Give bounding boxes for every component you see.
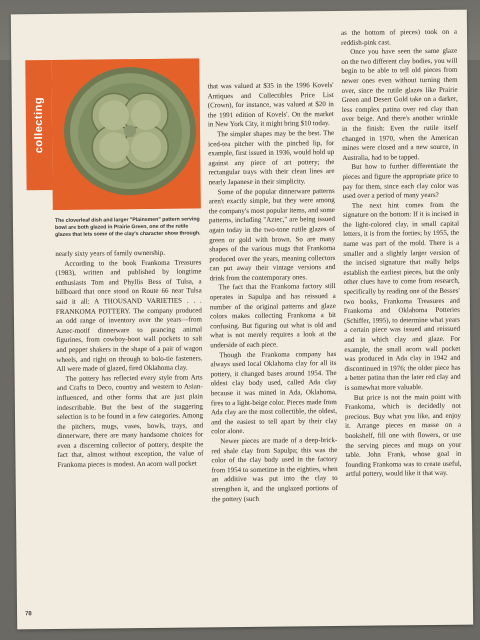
paragraph: Newer pieces are made of a deep-brick-red shale clay from Sapulpa; this was the color of the clay body used in the factory from 1954 to sometime in the eighties, when an additive was put into the clay to strengthen it, and the unglazed portions of the pottery (such <box>211 435 338 503</box>
article-column-2 <box>208 81 338 504</box>
paragraph: But price is not the main point with Frankoma, which is decidedly not precious. Buy what you like, and enjoy it. Arrange pieces en masse on a bookshelf, fill one with flowers, or use the serving pieces and mugs on your table. John Frank, whose goal in founding Frankoma was to create useful, artful pottery, would like it that way. <box>344 392 462 479</box>
magazine-page <box>11 10 473 630</box>
paragraph: that was valued at $35 in the 1996 Kovels' Antiques and Collectibles Price List (Crown), for instance, was valued at $20 in the 1991 edition of Kovels'. On the market in New York City, it might bring $10 today. <box>207 81 334 129</box>
photo-caption: The cloverleaf dish and larger "Plainsmen" pattern serving bowl are both glazed in Prairie Green, one of the rutile glazes that lets some of the clay's character show through. <box>54 216 201 238</box>
paragraph: But how to further differentiate the pieces and figure the appropriate price to pay for them, since each clay color was used over a period of many years? <box>342 162 459 201</box>
article-column-1 <box>55 248 203 470</box>
paragraph: Though the Frankoma company has always used local Oklahoma clay for all its pottery, it changed bases around 1954. The oldest clay body used, called Ada clay because it was mined in Ada, Oklahoma, fires to a light-beige color. Pieces made from Ada clay are the most collectible, the oldest, and the easiest to tell apart by their clay color alone. <box>210 349 338 436</box>
paragraph: Once you have seen the same glaze on the two different clay bodies, you will begin to be able to tell old pieces from newer ones even without turning them over, since the rutile glazes like Prairie Green and Desert Gold take on a darker, less complex patina over red clay than over beige. And there's another wrinkle in the finish: Even the rutile itself changed in 1970, when the American mines were closed and a new source, in Australia, had to be tapped. <box>341 46 459 162</box>
pottery-photo <box>51 58 201 210</box>
paragraph: According to the book Frankoma Treasures (1983), written and published by longtime enthusiasts Tom and Phyllis Bess of Tulsa, a billboard that once stood on Route 66 near Tulsa said it all: A THOUSAND VARIETIES . . . FRANKOMA POTTERY. The company produced an odd range of inventory over the years—from Aztec-motif dinnerware to prancing animal figurines, from cowboy-boot wall pockets to salt and pepper shakers in the shape of a pair of wagon wheels, and right on through to bolo-tie fasteners. All were made of glazed, fired Oklahoma clay. <box>55 258 203 374</box>
paragraph: The next hint comes from the signature on the bottom: If it is incised in the light-colored clay, in small capital letters, it is from the forties; by 1955, the name was part of the mold. There is a smaller and a slightly larger version of the incised signature that really helps establish the earliest pieces, but the only other clues have to come from research, specifically by reading one of the Besses' two books, Frankoma Treasures and Frankoma and Oklahoma Potteries (Schiffer, 1995), to determine what years a certain piece was issued and reissued and in which clay and glaze. For example, the small acorn wall pocket was produced in Ada clay in 1942 and discontinued in 1976; the older piece has a better patina than the later red clay and is somewhat more valuable. <box>342 200 461 392</box>
paragraph: Some of the popular dinnerware patterns aren't exactly simple, but they were among the company's most popular items, and some patterns, including "Aztec," are being issued again today in the two-tone rutile glazes of green or gold with brown. So are many shapes of the various mugs that Frankoma produced over the years, meaning collectors can put away their vintage versions and drink from the contemporary ones. <box>208 186 336 283</box>
page-number: 78 <box>25 611 32 618</box>
paragraph: nearly sixty years of family ownership. <box>55 248 165 258</box>
section-tab <box>25 60 52 190</box>
cloverleaf-dish-illustration <box>51 58 201 210</box>
section-tab-label: collecting <box>32 96 46 154</box>
paragraph: as the bottom of pieces) took on a reddish-pink cast. <box>340 27 458 47</box>
paragraph: The fact that the Frankoma factory still operates in Sapulpa and has reissued a number of the original patterns and glaze colors makes collecting Frankoma a bit confusing. But figuring out what is old and what is not merely requires a look at the underside of each piece. <box>209 282 337 350</box>
paragraph: The pottery has reflected every style from Arts and Crafts to Deco, country and western to Asian-influenced, and other forms that are just plain indescribable. But the best of the staggering selection is to be found in a few categories. Among the pitchers, mugs, vases, bowls, trays, and dinnerware, there are many handsome choices for even a discerning collector of pottery, despite the fact that, almost without exception, the value of Frankoma pieces is modest. An acorn wall pocket <box>56 373 204 470</box>
article-column-3 <box>341 28 462 480</box>
paragraph: The simpler shapes may be the best. The iced-tea pitcher with the pinched lip, for example, first issued in 1936, would hold up against any piece of art pottery; the rectangular trays with their clean lines are nearly Japanese in their simplicity. <box>208 128 335 187</box>
